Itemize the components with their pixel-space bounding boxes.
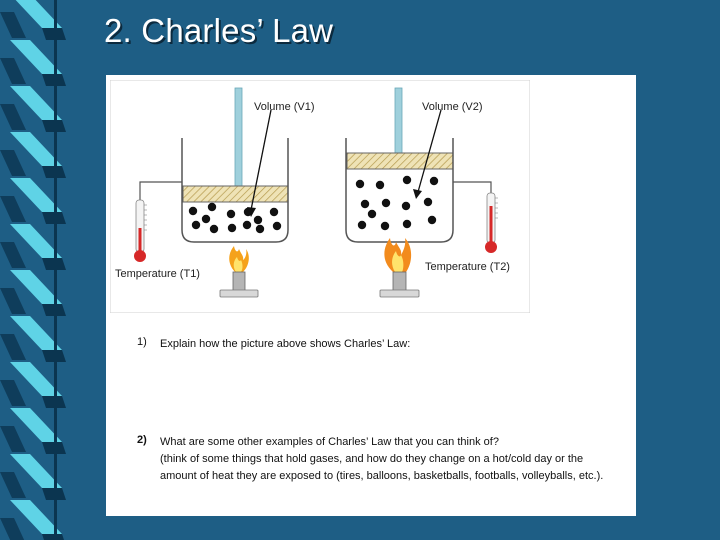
gas-particle (403, 220, 411, 228)
gas-particle (382, 199, 390, 207)
question-2 (160, 434, 620, 485)
gas-particle (376, 181, 384, 189)
label-volume-v1: Volume (V1) (254, 101, 315, 113)
gas-particle (227, 210, 235, 218)
gas-particle (273, 222, 281, 230)
gas-particle (402, 202, 410, 210)
slide-title: 2. Charles’ Law (104, 12, 334, 49)
label-volume-v2: Volume (V2) (422, 101, 483, 113)
gas-particle (428, 216, 436, 224)
label-temperature-t2: Temperature (T2) (425, 261, 510, 273)
gas-particle (192, 221, 200, 229)
gas-particle (368, 210, 376, 218)
question-1-number: 1) (137, 336, 147, 348)
question-2-text: What are some other examples of Charles’ Law that you can think of? (160, 436, 499, 448)
decorative-ribbon (0, 0, 80, 540)
gas-particle (358, 221, 366, 229)
charles-law-diagram (110, 80, 530, 313)
question-1-text: Explain how the picture above shows Charles’ Law: (160, 338, 411, 350)
gas-particle (361, 200, 369, 208)
gas-particle (381, 222, 389, 230)
gas-particle (189, 207, 197, 215)
gas-particle (430, 177, 438, 185)
gas-particle (210, 225, 218, 233)
gas-particle (254, 216, 262, 224)
gas-particle (270, 208, 278, 216)
label-temperature-t1: Temperature (T1) (115, 268, 200, 280)
gas-particle (403, 176, 411, 184)
question-2-number: 2) (137, 434, 147, 446)
gas-particle (208, 203, 216, 211)
gas-particle (243, 221, 251, 229)
question-2-detail: (think of some things that hold gases, and how do they change on a hot/cold day or the amount of heat they are exposed to (tires, balloons, basketballs, footballs, volleyballs, etc.). (160, 453, 604, 482)
gas-particle (356, 180, 364, 188)
gas-particle (228, 224, 236, 232)
gas-particle (202, 215, 210, 223)
gas-particle (256, 225, 264, 233)
gas-particle (424, 198, 432, 206)
